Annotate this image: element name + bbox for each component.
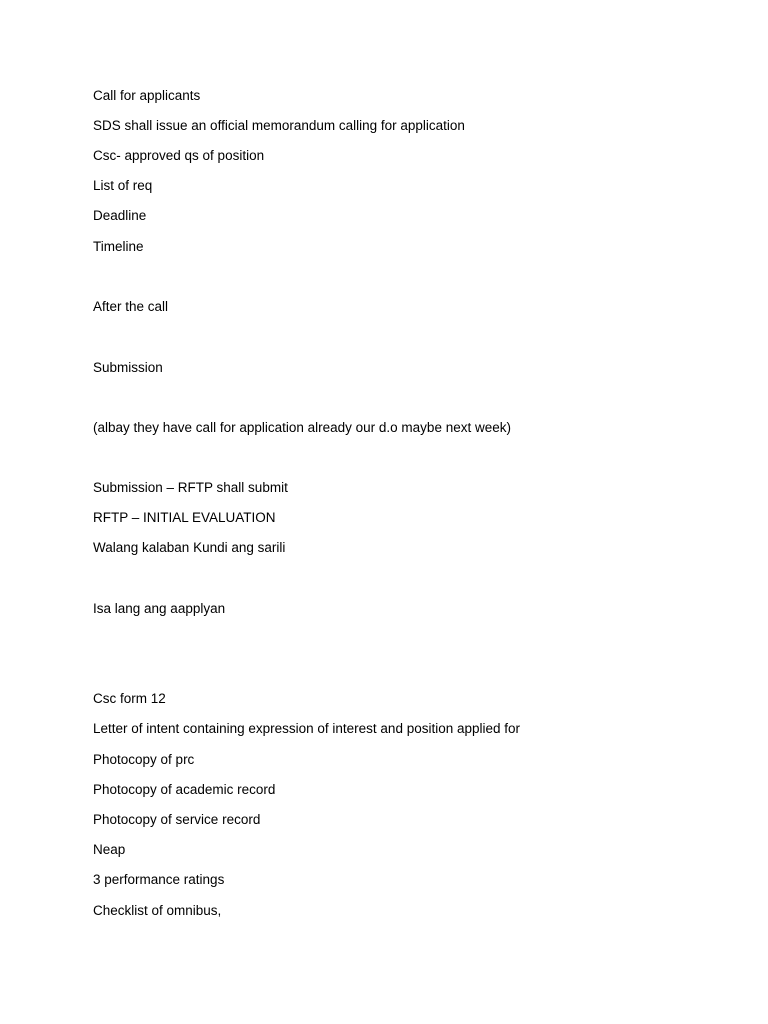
text-line: Letter of intent containing expression of interest and position applied for	[93, 721, 521, 736]
text-line: Deadline	[93, 208, 147, 223]
text-line: Photocopy of prc	[93, 752, 195, 767]
text-line: RFTP – INITIAL EVALUATION	[93, 510, 276, 525]
text-line: Call for applicants	[93, 88, 201, 103]
text-line: 3 performance ratings	[93, 872, 225, 887]
text-line: Csc form 12	[93, 691, 166, 706]
text-line: Csc- approved qs of position	[93, 148, 265, 163]
text-line: Walang kalaban Kundi ang sarili	[93, 540, 286, 555]
text-line: Photocopy of service record	[93, 812, 261, 827]
text-line: After the call	[93, 299, 169, 314]
text-line: Submission – RFTP shall submit	[93, 480, 288, 495]
text-line: Photocopy of academic record	[93, 782, 276, 797]
text-line: Submission	[93, 360, 163, 375]
text-line: SDS shall issue an official memorandum calling for application	[93, 118, 465, 133]
text-line: (albay they have call for application already our d.o maybe next week)	[93, 420, 511, 435]
text-line: Neap	[93, 842, 126, 857]
text-line: Isa lang ang aapplyan	[93, 601, 226, 616]
text-line: List of req	[93, 178, 153, 193]
text-line: Timeline	[93, 239, 144, 254]
text-line: Checklist of omnibus,	[93, 903, 222, 918]
